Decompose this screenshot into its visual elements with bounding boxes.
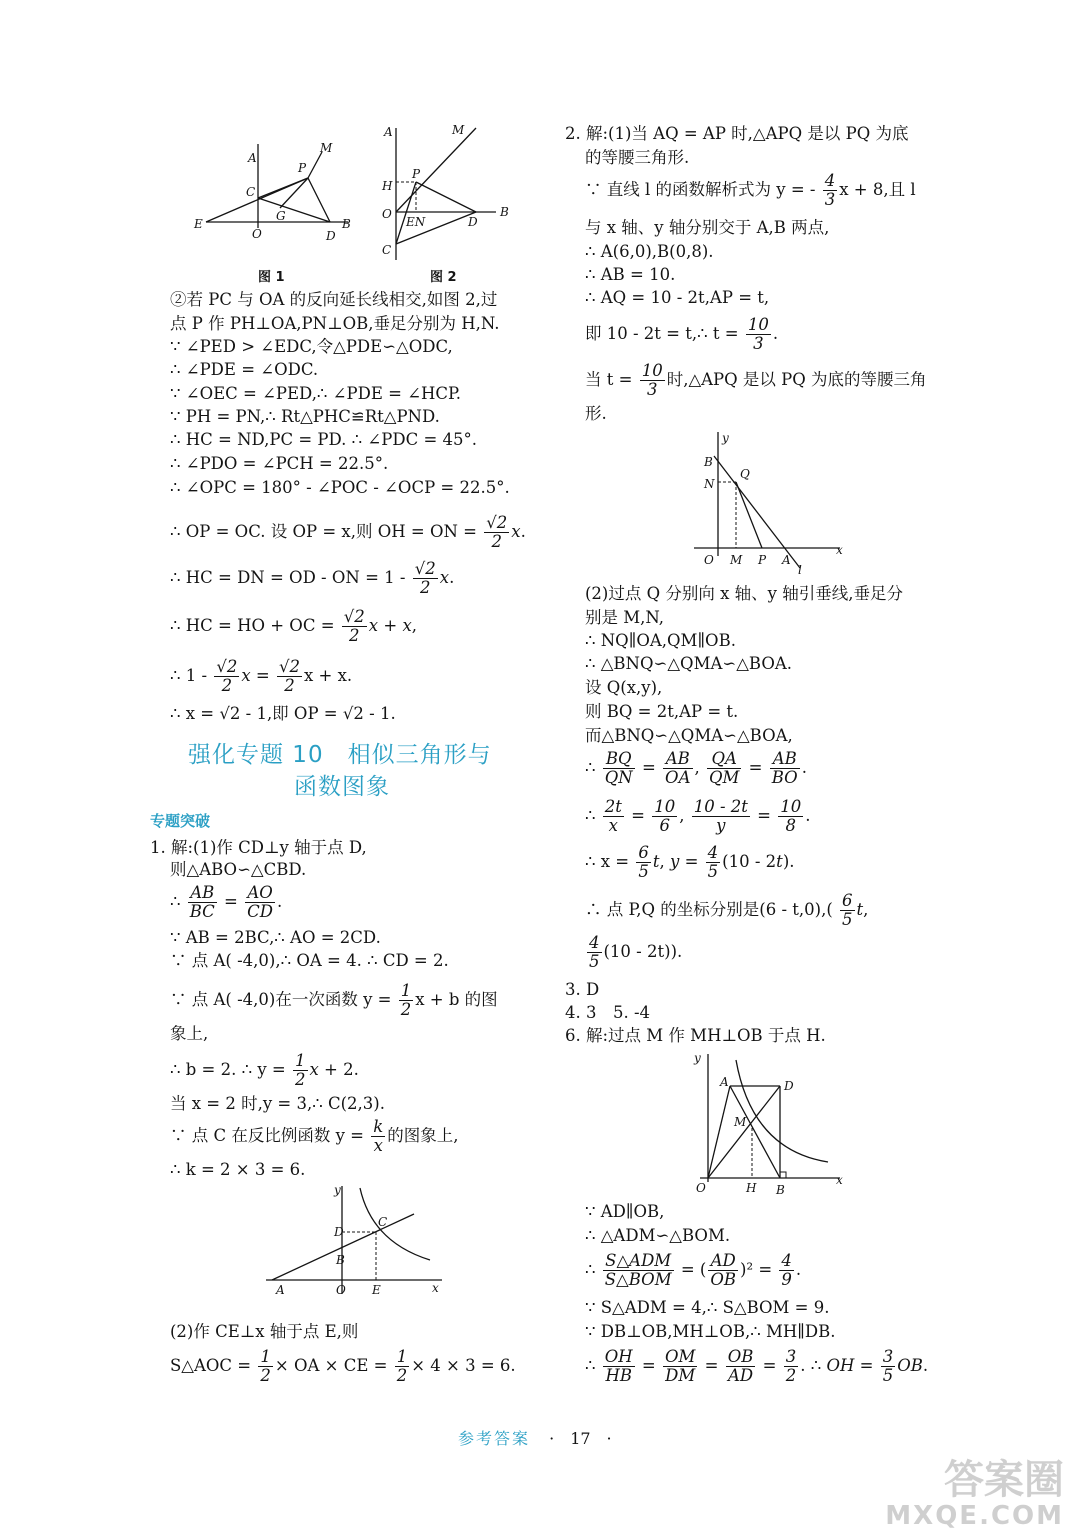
- text-line: 当 x = 2 时,y = 3,∴ C(2,3).: [170, 1094, 385, 1113]
- fraction: $\frac{\text{S△ADM}}{\text{S△BOM}}$: [604, 1251, 672, 1289]
- text-line: 的等腰三角形.: [585, 148, 690, 167]
- svg-text:P: P: [412, 167, 421, 181]
- svg-text:Q: Q: [740, 467, 750, 481]
- q2-coords-line: ∴ 点 P,Q 的坐标分别是(6 - t,0),( $\frac{6}{5}$ t,: [585, 891, 869, 929]
- fraction: $\frac{4}{3}$: [824, 171, 836, 209]
- text-line: ∴ △BNQ∽△QMA∽△BOA.: [585, 654, 793, 673]
- svg-text:D: D: [334, 1225, 344, 1239]
- svg-text:P: P: [298, 161, 307, 175]
- answer-line: 4. 3 5. -4: [565, 1003, 651, 1022]
- text-line: 2. 解:(1)当 AQ = AP 时,△APQ 是以 PQ 为底: [565, 124, 909, 143]
- eq-text: 当 t =: [585, 370, 633, 389]
- fraction: $\frac{10}{3}$: [641, 361, 663, 399]
- fraction: $\frac{OM}{DM}$: [665, 1347, 696, 1385]
- footer-label: 参考答案: [458, 1429, 531, 1448]
- q2-coords-end-line: [585, 932, 682, 972]
- svg-text:x: x: [836, 1173, 843, 1187]
- svg-text:H: H: [382, 179, 393, 193]
- text-line: 而△BNQ∽△QMA∽△BOA,: [585, 726, 793, 745]
- svg-text:l: l: [798, 563, 802, 577]
- svg-text:O: O: [336, 1283, 346, 1297]
- svg-text:E: E: [194, 217, 203, 231]
- text-line: 别是 M,N,: [585, 608, 665, 627]
- fraction: $\frac{AO}{CD}$: [247, 883, 273, 921]
- svg-text:A: A: [782, 553, 791, 567]
- fraction: $\frac{AB}{BO}$: [771, 749, 798, 787]
- svg-text:D: D: [784, 1079, 794, 1093]
- topic-title: 强化专题 10 相似三角形与: [188, 742, 492, 768]
- q2-t-line: 即 10 - 2t = t,∴ t = $\frac{10}{3}$ .: [585, 315, 779, 353]
- figure-2-caption: 图 2: [430, 270, 457, 285]
- text-line: ∴ ∠PDO = ∠PCH = 22.5°.: [170, 454, 389, 473]
- eq-text: ∴ 1 -: [170, 666, 208, 685]
- fraction: $\frac{10}{8}$: [780, 797, 802, 835]
- eq-text: × OA × CE =: [274, 1356, 388, 1375]
- eq-text: x + 8,且 l: [839, 180, 916, 199]
- svg-text:G: G: [276, 209, 286, 223]
- svg-text:N: N: [704, 477, 715, 491]
- eq-text: ∵ 点 C 在反比例函数 y =: [170, 1126, 364, 1145]
- fraction: $\frac{1}{2}$: [396, 1347, 408, 1385]
- svg-text:E: E: [372, 1283, 381, 1297]
- svg-text:D: D: [326, 229, 336, 243]
- fraction: $\frac{OH}{HB}$: [604, 1347, 633, 1385]
- fraction: $\frac{AB}{BC}$: [189, 883, 215, 921]
- eq-op-line: ∴ OP = OC. 设 OP = x,则 OH = ON = $\frac{√2}{2}$ x.: [170, 513, 526, 551]
- q6-final-line: ∴ $\frac{OH}{HB}$ = $\frac{OM}{DM}$ = $\frac{OB}{AD}$ = $\frac{3}{2}$ . ∴ OH = $\frac{3}{5}$ OB.: [585, 1347, 929, 1385]
- text-line: 1. 解:(1)作 CD⊥y 轴于点 D,: [150, 838, 367, 857]
- fraction: $\frac{√2}{2}$: [343, 607, 365, 645]
- svg-text:O: O: [704, 553, 714, 567]
- svg-text:D: D: [468, 215, 478, 229]
- eq-text: ∴ HC = DN = OD - ON = 1 -: [170, 568, 406, 587]
- page-number: · 17 ·: [549, 1429, 612, 1448]
- fraction: $\frac{6}{5}$: [842, 891, 853, 929]
- text-line: ∵ S△ADM = 4,∴ S△BOM = 9.: [585, 1298, 830, 1317]
- svg-text:M: M: [730, 553, 743, 567]
- figure-q2: [690, 428, 850, 578]
- text-line: 象上,: [170, 1024, 209, 1043]
- svg-text:A: A: [248, 151, 257, 165]
- eq-text: ∵ 直线 l 的函数解析式为 y = -: [585, 180, 816, 199]
- svg-text:B: B: [704, 455, 713, 469]
- eq-text: (10 - 2t)).: [603, 942, 683, 961]
- text-line: (2)过点 Q 分别向 x 轴、y 轴引垂线,垂足分: [585, 584, 903, 603]
- text-line: ∵ AD∥OB,: [585, 1202, 665, 1221]
- text-line: ∴ ∠OPC = 180° - ∠POC - ∠OCP = 22.5°.: [170, 478, 510, 497]
- svg-text:y: y: [694, 1051, 701, 1065]
- text-line: ∵ AB = 2BC,∴ AO = 2CD.: [170, 928, 381, 947]
- fraction: $\frac{6}{5}$: [638, 843, 649, 881]
- text-line: ∴ A(6,0),B(0,8).: [585, 242, 714, 261]
- text-line: 6. 解:过点 M 作 MH⊥OB 于点 H.: [565, 1026, 826, 1045]
- topic-title: 函数图象: [294, 774, 390, 800]
- fraction: $\frac{10}{3}$: [747, 315, 769, 353]
- svg-text:H: H: [746, 1181, 757, 1195]
- svg-text:y: y: [334, 1183, 341, 1197]
- svg-text:C: C: [246, 185, 256, 199]
- svg-text:y: y: [722, 431, 729, 445]
- svg-text:O: O: [696, 1181, 706, 1195]
- section-heading: 专题突破: [150, 812, 211, 830]
- fraction: $\frac{QA}{QM}$: [709, 749, 740, 787]
- fraction: $\frac{4}{5}$: [707, 843, 719, 881]
- fraction: $\frac{1}{2}$: [260, 1347, 271, 1385]
- text-line: ∵ DB⊥OB,MH⊥OB,∴ MH∥DB.: [585, 1322, 836, 1341]
- text-line: ∵ 点 A( -4,0),∴ OA = 4. ∴ CD = 2.: [170, 951, 449, 970]
- svg-text:x: x: [836, 543, 843, 557]
- eq-text: ∴ OP = OC. 设 OP = x,则 OH = ON =: [170, 522, 477, 541]
- svg-text:EN: EN: [406, 215, 426, 229]
- svg-text:M: M: [734, 1115, 747, 1129]
- text-line: ∵ ∠PED > ∠EDC,令△PDE∽△ODC,: [170, 337, 453, 356]
- q2-when-line: [585, 360, 927, 400]
- text-line: 与 x 轴、y 轴分别交于 A,B 两点,: [585, 218, 830, 237]
- svg-text:B: B: [342, 217, 351, 231]
- figure-1-caption: 图 1: [258, 270, 285, 285]
- fraction: $\frac{10}{6}$: [654, 797, 676, 835]
- svg-text:B: B: [776, 1183, 785, 1197]
- eq-text: ∴ b = 2. ∴ y =: [170, 1060, 286, 1079]
- eq-text: x + b 的图: [415, 990, 498, 1009]
- svg-text:O: O: [252, 227, 262, 241]
- text-line: ②若 PC 与 OA 的反向延长线相交,如图 2,过: [170, 290, 498, 309]
- svg-text:A: A: [276, 1283, 285, 1297]
- text-line: ∴ HC = ND,PC = PD. ∴ ∠PDC = 45°.: [170, 430, 477, 449]
- eq-hc1-line: ∴ HC = DN = OD - ON = 1 - $\frac{√2}{2}$ x.: [170, 559, 455, 597]
- text-line: 设 Q(x,y),: [585, 678, 663, 697]
- eq-text: × 4 × 3 = 6.: [411, 1356, 516, 1375]
- text-line: ∴ NQ∥OA,QM∥OB.: [585, 631, 736, 650]
- eq-text: ∴ HC = HO + OC =: [170, 616, 335, 635]
- q2-ratio-line: ∴ $\frac{BQ}{QN}$ = $\frac{AB}{OA}$ , $\frac{QA}{QM}$ = $\frac{AB}{BO}$ .: [585, 749, 807, 787]
- fraction: $\frac{1}{2}$: [295, 1051, 306, 1089]
- fraction: $\frac{√2}{2}$: [414, 559, 436, 597]
- text-line: ∴ ∠PDE = ∠ODC.: [170, 360, 319, 379]
- svg-text:B: B: [336, 1253, 345, 1267]
- text-line: ∴ △ADM∽△BOM.: [585, 1226, 731, 1245]
- fraction: $\frac{3}{2}$: [785, 1347, 797, 1385]
- eq-hc2-line: ∴ HC = HO + OC = $\frac{√2}{2}$ x + x,: [170, 607, 417, 645]
- fraction: $\frac{√2}{2}$: [278, 657, 300, 695]
- fraction: $\frac{4}{5}$: [589, 933, 600, 971]
- text-line: ∴ x = √2 - 1,即 OP = √2 - 1.: [170, 704, 396, 723]
- svg-text:A: A: [384, 125, 393, 139]
- fraction: $\frac{√2}{2}$: [216, 657, 238, 695]
- svg-text:B: B: [500, 205, 509, 219]
- fraction: $\frac{10 - 2t}{y}$: [693, 797, 748, 835]
- eq-text: 时,△APQ 是以 PQ 为底的等腰三角: [666, 370, 927, 389]
- fraction: $\frac{AD}{OB}$: [710, 1251, 737, 1289]
- svg-text:M: M: [452, 123, 465, 137]
- figure-q6: [690, 1050, 850, 1198]
- figure-2: [372, 120, 522, 270]
- svg-text:C: C: [378, 1215, 388, 1229]
- q1-area-line: [170, 1346, 516, 1386]
- q2-ratio2-line: ∴ $\frac{2t}{x}$ = $\frac{10}{6}$ , $\frac{10 - 2t}{y}$ = $\frac{10}{8}$ .: [585, 797, 811, 835]
- eq-text: ∴ 点 P,Q 的坐标分别是(6 - t,0),(: [585, 900, 833, 919]
- q1-point-line: [170, 980, 498, 1020]
- text-line: ∵ ∠OEC = ∠PED,∴ ∠PDE = ∠HCP.: [170, 384, 462, 403]
- svg-text:P: P: [758, 553, 767, 567]
- figure-1: [190, 138, 370, 250]
- q2-x-line: ∴ x = $\frac{6}{5}$ t, y = $\frac{4}{5}$ (10 - 2t).: [585, 843, 795, 881]
- q1-b-line: ∴ b = 2. ∴ y = $\frac{1}{2}$ x + 2.: [170, 1051, 359, 1089]
- fraction: $\frac{BQ}{QN}$: [604, 749, 633, 787]
- watermark: [885, 1458, 1064, 1530]
- watermark-text: 答案圈: [944, 1457, 1064, 1503]
- svg-text:M: M: [320, 141, 333, 155]
- fraction: $\frac{4}{9}$: [781, 1251, 792, 1289]
- fraction: $\frac{1}{2}$: [400, 981, 412, 1019]
- figure-q1: [262, 1182, 452, 1302]
- text-line: 则△ABO∽△CBD.: [170, 860, 307, 879]
- fraction: $\frac{3}{5}$: [882, 1347, 894, 1385]
- eq-text: S△AOC =: [170, 1356, 252, 1375]
- text-line: 点 P 作 PH⊥OA,PN⊥OB,垂足分别为 H,N.: [170, 314, 500, 333]
- fraction: $\frac{k}{x}$: [373, 1117, 384, 1155]
- fraction: $\frac{OB}{AD}$: [727, 1347, 754, 1385]
- watermark-url: MXQE.COM: [885, 1501, 1064, 1531]
- ratio-line: ∴ $\frac{AB}{BC}$ = $\frac{AO}{CD}$ .: [170, 883, 283, 921]
- svg-text:x: x: [432, 1281, 439, 1295]
- fraction: $\frac{AB}{OA}$: [665, 749, 691, 787]
- eq-text: ∴ x =: [585, 852, 630, 871]
- text-line: (2)作 CE⊥x 轴于点 E,则: [170, 1322, 359, 1341]
- eq-text: x + x.: [303, 666, 353, 685]
- eq-text: 即 10 - 2t = t,∴ t =: [585, 324, 739, 343]
- svg-text:A: A: [720, 1075, 729, 1089]
- answer-line: 3. D: [565, 980, 600, 999]
- fraction: $\frac{2t}{x}$: [604, 797, 622, 835]
- text-line: 形.: [585, 404, 607, 423]
- svg-text:C: C: [382, 243, 392, 257]
- q1-inv-line: [170, 1116, 459, 1156]
- q6-area-ratio-line: ∴ $\frac{\text{S△ADM}}{\text{S△BOM}}$ = ( $\frac{AD}{OB}$ )² = $\frac{4}{9}$ .: [585, 1251, 802, 1289]
- page-footer: [458, 1426, 612, 1449]
- q2-line-eq: [585, 170, 916, 210]
- text-line: ∴ k = 2 × 3 = 6.: [170, 1160, 306, 1179]
- svg-text:O: O: [382, 207, 392, 221]
- fraction: $\frac{√2}{2}$: [486, 513, 508, 551]
- text-line: 则 BQ = 2t,AP = t.: [585, 702, 739, 721]
- text-line: ∴ AQ = 10 - 2t,AP = t,: [585, 288, 770, 307]
- text-line: ∴ AB = 10.: [585, 265, 676, 284]
- text-line: ∵ PH = PN,∴ Rt△PHC≌Rt△PND.: [170, 407, 440, 426]
- eq-sum-line: ∴ 1 - $\frac{√2}{2}$ x = $\frac{√2}{2}$ x + x.: [170, 657, 353, 695]
- eq-text: 的图象上,: [387, 1126, 459, 1145]
- eq-text: ∵ 点 A( -4,0)在一次函数 y =: [170, 990, 392, 1009]
